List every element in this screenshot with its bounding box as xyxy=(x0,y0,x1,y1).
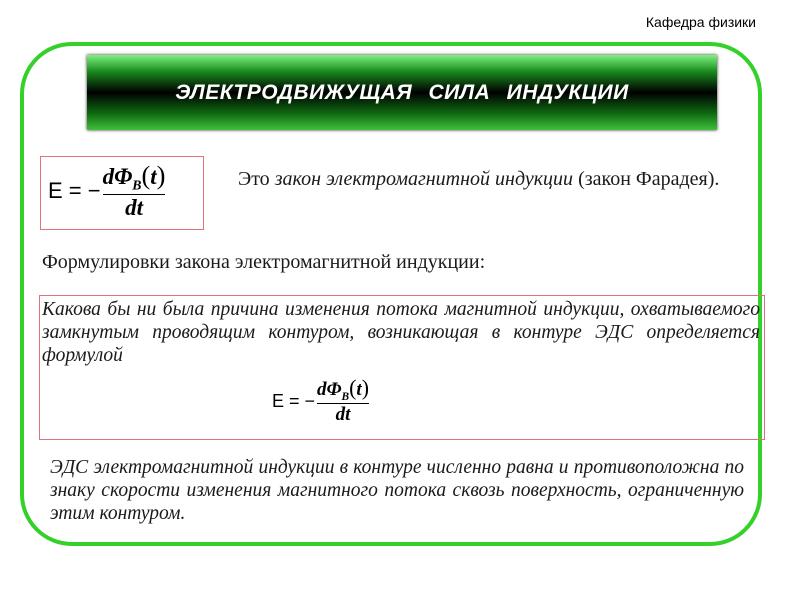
emf-formula-secondary xyxy=(272,376,369,426)
formula-denominator: dt xyxy=(335,404,351,426)
emf-formula-main xyxy=(48,160,165,221)
department-label: Кафедра физики xyxy=(645,14,756,30)
conclusion-text: ЭДС электромагнитной индукции в контуре численно равна и противоположна по знаку скорости изменения магнитного потока сквозь поверхность, ограниченную этим контуром. xyxy=(50,457,744,524)
formula-fraction xyxy=(103,160,166,221)
formula-fraction xyxy=(317,376,369,426)
formula-numerator: $d\Phi_B(t)$ xyxy=(317,376,369,403)
formulations-heading: Формулировки закона электромагнитной индукции: xyxy=(42,251,486,273)
formula-numerator: $d\Phi_B(t)$ xyxy=(102,160,166,193)
formula-denominator: dt xyxy=(125,195,143,221)
slide-title: ЭЛЕКТРОДВИЖУЩАЯ СИЛА ИНДУКЦИИ xyxy=(175,80,629,104)
definition-text: Какова бы ни была причина изменения потока магнитной индукции, охватываемого замкнутым проводящим контуром, возникающая в контуре ЭДС определяется формулой xyxy=(42,299,760,366)
law-statement: Это закон электромагнитной индукции (закон Фарадея). xyxy=(238,168,720,190)
formula-lhs: E = − xyxy=(48,177,101,203)
formula-lhs: E = − xyxy=(272,390,316,411)
title-banner xyxy=(87,55,717,130)
